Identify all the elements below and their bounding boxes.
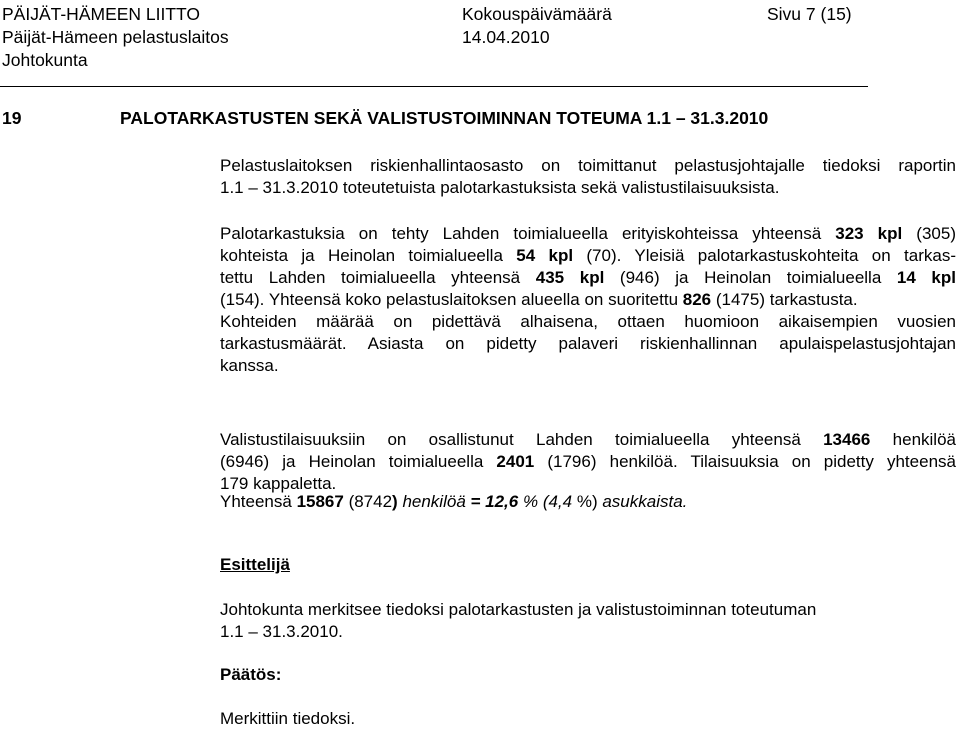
paragraph-line: Yhteensä 15867 (8742) henkilöä = 12,6 % (4,4 %) asukkaista. <box>220 492 688 511</box>
page-label: Sivu <box>767 4 802 24</box>
count-total-attendees: 15867 <box>296 492 344 511</box>
paragraph-report <box>220 155 956 199</box>
count-heinola-general: 14 kpl <box>896 268 956 287</box>
percent-residents: = 12,6 <box>470 492 519 511</box>
paragraph-education <box>220 429 956 495</box>
count-lahti-special: 323 kpl <box>835 224 903 243</box>
paragraph-line: Kohteiden määrää on pidettävä alhaisena, ottaen huomioon aikaisempien vuosien <box>220 312 956 331</box>
decision-text: Merkittiin tiedoksi. <box>220 709 356 728</box>
page-indicator <box>767 4 852 24</box>
header-sub-org: Päijät-Hämeen pelastuslaitos <box>2 27 229 47</box>
header-org: PÄIJÄT-HÄMEEN LIITTO <box>2 4 201 24</box>
paragraph-line: Pelastuslaitoksen riskienhallintaosasto on toimittanut pelastusjohtajalle tiedoksi raportin <box>220 156 956 175</box>
header-body: Johtokunta <box>2 50 88 70</box>
presenter-label: Esittelijä <box>220 555 290 574</box>
paragraph-line: 1.1 – 31.3.2010. <box>220 622 343 641</box>
decision-label: Päätös: <box>220 665 282 684</box>
count-lahti-general: 435 kpl <box>535 268 605 287</box>
header-rule <box>0 86 868 87</box>
meeting-date: 14.04.2010 <box>462 27 550 47</box>
paragraph-line: Valistustilaisuuksiin on osallistunut Lahden toimialueella yhteensä 13466 henkilöä <box>220 430 956 449</box>
paragraph-line: tettu Lahden toimialueella yhteensä 435 kpl (946) ja Heinolan toimialueella 14 kpl <box>220 268 956 287</box>
proposal <box>220 599 956 643</box>
paragraph-inspections <box>220 223 956 377</box>
paragraph-line: 1.1 – 31.3.2010 toteutetuista palotarkastuksista sekä valistustilaisuuksista. <box>220 178 780 197</box>
paragraph-total <box>220 491 956 513</box>
paragraph-line: Johtokunta merkitsee tiedoksi palotarkastusten ja valistustoiminnan toteutuman <box>220 600 817 619</box>
section-title: PALOTARKASTUSTEN SEKÄ VALISTUSTOIMINNAN TOTEUMA 1.1 – 31.3.2010 <box>120 108 769 128</box>
paragraph-line: kanssa. <box>220 356 279 375</box>
page-number: 7 (15) <box>805 4 852 24</box>
paragraph-line: (154). Yhteensä koko pelastuslaitoksen alueella on suoritettu 826 (1475) tarkastusta. <box>220 290 858 309</box>
paragraph-line: kohteista ja Heinolan toimialueella 54 kpl (70). Yleisiä palotarkastuskohteita on tarkas- <box>220 246 956 265</box>
count-total-inspections: 826 <box>682 290 712 309</box>
meeting-date-label: Kokouspäivämäärä <box>462 4 612 24</box>
count-lahti-attendees: 13466 <box>823 430 871 449</box>
paragraph-line: Palotarkastuksia on tehty Lahden toimialueella erityiskohteissa yhteensä 323 kpl (305) <box>220 224 956 243</box>
count-heinola-special: 54 kpl <box>516 246 574 265</box>
section-number: 19 <box>2 108 22 128</box>
paragraph-line: 179 kappaletta. <box>220 474 337 493</box>
count-heinola-attendees: 2401 <box>496 452 535 471</box>
paragraph-line: tarkastusmäärät. Asiasta on pidetty palaveri riskienhallinnan apulaispelastusjohtajan <box>220 334 956 353</box>
paragraph-line: (6946) ja Heinolan toimialueella 2401 (1796) henkilöä. Tilaisuuksia on pidetty yhteensä <box>220 452 956 471</box>
